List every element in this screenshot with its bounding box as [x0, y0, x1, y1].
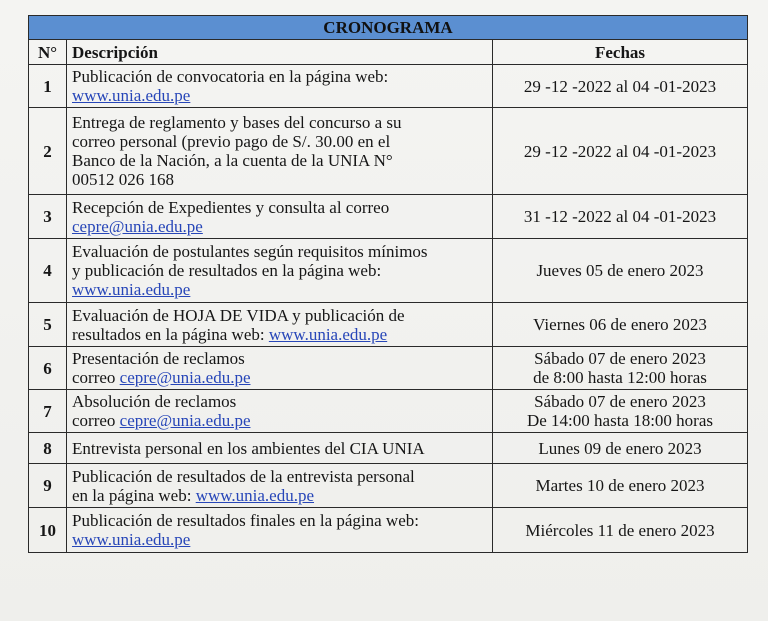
row-number: 3	[29, 195, 67, 239]
website-link[interactable]: www.unia.edu.pe	[72, 530, 191, 549]
row-number: 8	[29, 433, 67, 464]
row-description	[67, 239, 493, 303]
description-line	[72, 151, 487, 170]
row-description	[67, 390, 493, 433]
row-number: 1	[29, 65, 67, 108]
description-line	[72, 198, 487, 217]
description-line	[72, 67, 487, 86]
website-link[interactable]: www.unia.edu.pe	[195, 485, 315, 505]
date-line: Jueves 05 de enero 2023	[536, 261, 704, 280]
date-line: Sábado 07 de enero 2023	[534, 349, 706, 368]
website-link[interactable]: www.unia.edu.pe	[72, 280, 191, 299]
row-description	[67, 65, 493, 108]
date-line: 31 -12 -2022 al 04 -01-2023	[523, 207, 717, 226]
description-text: Entrevista personal en los ambientes del CIA UNIA	[72, 438, 425, 458]
row-dates	[493, 303, 748, 347]
description-text: Entrega de reglamento y bases del concurso a su	[72, 113, 402, 132]
description-line	[72, 467, 487, 486]
description-line	[72, 217, 487, 236]
description-line	[72, 132, 487, 151]
description-text: en la página web:	[72, 485, 196, 505]
row-dates	[493, 65, 748, 108]
row-description	[67, 303, 493, 347]
table-row	[29, 508, 748, 553]
description-text: Publicación de resultados de la entrevista personal	[72, 466, 415, 486]
date-line: Lunes 09 de enero 2023	[538, 438, 702, 458]
date-line: 29 -12 -2022 al 04 -01-2023	[523, 141, 717, 161]
description-text: y publicación de resultados en la página web:	[72, 261, 382, 280]
row-number: 2	[29, 108, 67, 195]
table-row	[29, 108, 748, 195]
email-link[interactable]: cepre@unia.edu.pe	[119, 411, 251, 430]
description-line	[72, 349, 487, 368]
row-dates	[493, 108, 748, 195]
table-row	[29, 464, 748, 508]
website-link[interactable]: www.unia.edu.pe	[72, 86, 191, 105]
description-line	[72, 486, 487, 505]
schedule-rows	[29, 65, 748, 553]
description-line	[72, 113, 487, 132]
row-description	[67, 433, 493, 464]
table-header-row	[29, 40, 748, 65]
description-line	[72, 242, 487, 261]
description-text: Publicación de convocatoria en la página web:	[72, 67, 389, 86]
description-line	[72, 86, 487, 105]
table-title-row	[29, 16, 748, 40]
date-line: Miércoles 11 de enero 2023	[525, 520, 715, 540]
email-link[interactable]: cepre@unia.edu.pe	[72, 216, 203, 236]
table-row	[29, 239, 748, 303]
row-dates	[493, 347, 748, 390]
table-title: CRONOGRAMA	[29, 16, 748, 40]
date-line: de 8:00 hasta 12:00 horas	[533, 368, 707, 387]
website-link[interactable]: www.unia.edu.pe	[268, 324, 388, 344]
description-line	[72, 170, 487, 189]
description-line	[72, 325, 487, 344]
description-line	[72, 439, 487, 458]
description-text: correo	[72, 368, 120, 387]
description-text: Recepción de Expedientes y consulta al correo	[72, 197, 390, 217]
table-row	[29, 195, 748, 239]
table-row	[29, 390, 748, 433]
description-text: Evaluación de HOJA DE VIDA y publicación de	[72, 305, 405, 325]
row-dates	[493, 390, 748, 433]
row-dates	[493, 195, 748, 239]
date-line: Martes 10 de enero 2023	[535, 476, 705, 495]
row-number: 10	[29, 508, 67, 553]
description-line	[72, 511, 487, 530]
row-number: 5	[29, 303, 67, 347]
description-line	[72, 261, 487, 280]
description-line	[72, 411, 487, 430]
date-line: De 14:00 hasta 18:00 horas	[526, 411, 714, 430]
row-description	[67, 347, 493, 390]
row-number: 6	[29, 347, 67, 390]
description-line	[72, 280, 487, 299]
description-line	[72, 306, 487, 325]
row-number: 9	[29, 464, 67, 508]
description-text: Absolución de reclamos	[72, 392, 237, 411]
description-text: 00512 026 168	[72, 170, 174, 189]
row-description	[67, 464, 493, 508]
description-text: correo personal (previo pago de S/. 30.00 en el	[72, 132, 391, 151]
description-line	[72, 392, 487, 411]
row-dates	[493, 464, 748, 508]
description-text: Publicación de resultados finales en la página web:	[72, 511, 419, 530]
email-link[interactable]: cepre@unia.edu.pe	[119, 368, 251, 387]
header-number: N°	[29, 40, 67, 65]
row-dates	[493, 239, 748, 303]
table-row	[29, 347, 748, 390]
header-dates: Fechas	[493, 40, 748, 65]
row-description	[67, 108, 493, 195]
table-row	[29, 433, 748, 464]
row-number: 7	[29, 390, 67, 433]
date-line: Sábado 07 de enero 2023	[534, 392, 706, 411]
description-text: correo	[72, 411, 120, 430]
description-text: Banco de la Nación, a la cuenta de la UNIA N°	[72, 151, 393, 170]
row-number: 4	[29, 239, 67, 303]
row-dates	[493, 433, 748, 464]
description-line	[72, 530, 487, 549]
date-line: 29 -12 -2022 al 04 -01-2023	[523, 76, 717, 96]
description-line	[72, 368, 487, 387]
row-dates	[493, 508, 748, 553]
schedule-table	[28, 15, 748, 553]
description-text: resultados en la página web:	[72, 324, 269, 344]
header-description: Descripción	[67, 40, 493, 65]
table-row	[29, 65, 748, 108]
row-description	[67, 508, 493, 553]
row-description	[67, 195, 493, 239]
description-text: Evaluación de postulantes según requisitos mínimos	[72, 242, 428, 261]
description-text: Presentación de reclamos	[72, 349, 245, 368]
table-row	[29, 303, 748, 347]
date-line: Viernes 06 de enero 2023	[533, 315, 707, 334]
